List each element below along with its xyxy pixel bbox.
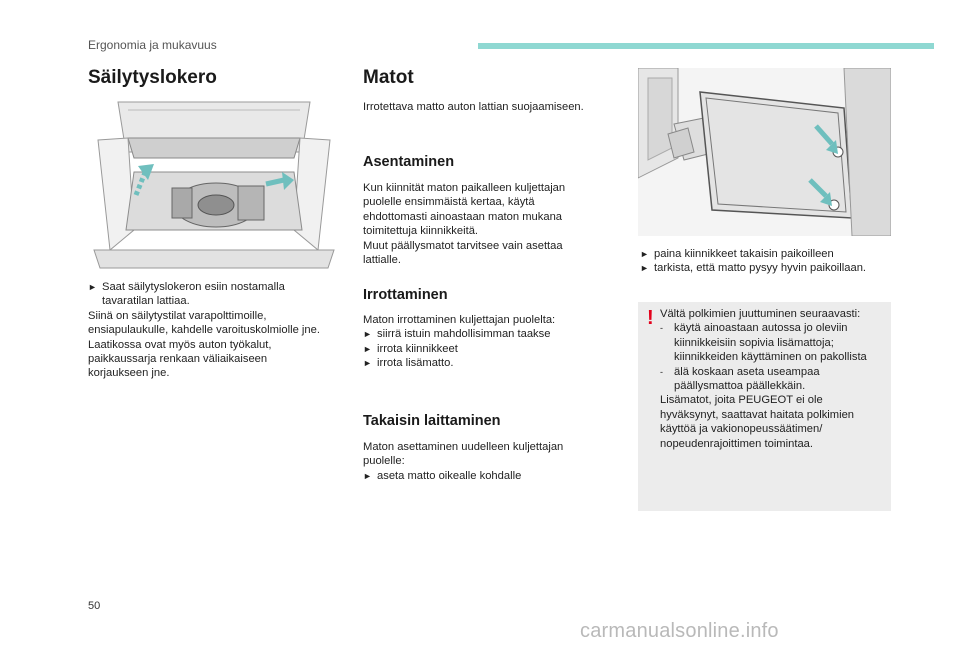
warning-item-text: päällysmattoa päällekkäin. <box>674 380 806 393</box>
storage-bullet-text: Saat säilytyslokeron esiin nostamalla <box>102 281 285 293</box>
bullet-arrow-icon: ► <box>88 282 97 292</box>
refit-line: puolelle: <box>363 455 405 468</box>
remove-bullet <box>363 356 555 370</box>
warning-item-text: älä koskaan aseta useampaa <box>674 365 820 378</box>
storage-body-line: paikkaussarja renkaan väliaikaiseen <box>88 353 268 366</box>
remove-intro: Maton irrottaminen kuljettajan puolelta: <box>363 314 556 326</box>
refit-text-block <box>363 440 563 483</box>
warning-tail: Lisämatot, joita PEUGEOT ei ole <box>660 394 823 407</box>
section-header: Ergonomia ja mukavuus <box>88 38 217 52</box>
mat-bullet-text: tarkista, että matto pysyy hyvin paikoillaan. <box>654 262 867 275</box>
storage-body-line: Siinä on säilytystilat varapolttimoille, <box>88 309 267 322</box>
warning-item <box>660 365 890 379</box>
storage-bullet <box>88 280 348 294</box>
warning-item-text: kiinnikkeiden käyttäminen on pakollista <box>674 351 867 364</box>
remove-bullet <box>363 327 555 341</box>
warning-tail: hyväksynyt, saattavat haitata polkimien <box>660 408 855 421</box>
install-text-block <box>363 181 565 267</box>
storage-text-block <box>88 280 348 381</box>
mat-bullet-text: paina kiinnikkeet takaisin paikoilleen <box>654 248 834 260</box>
refit-heading: Takaisin laittaminen <box>363 413 501 429</box>
dash-marker: - <box>660 366 663 377</box>
storage-body-line: korjaukseen jne. <box>88 367 170 380</box>
warning-exclamation-icon: ! <box>647 307 654 329</box>
warning-tail: nopeudenrajoittimen toimintaa. <box>660 437 813 450</box>
bullet-arrow-icon: ► <box>363 470 372 481</box>
warning-box <box>638 302 891 511</box>
warning-intro: Vältä polkimien juuttuminen seuraavasti: <box>660 308 861 320</box>
remove-bullet-text: irrota kiinnikkeet <box>377 342 458 355</box>
page-number: 50 <box>88 600 101 612</box>
mats-intro: Irrotettava matto auton lattian suojaamiseen. <box>363 101 584 113</box>
mat-bullet <box>640 261 866 275</box>
install-line: Muut päällysmatot tarvitsee vain asettaa <box>363 239 563 252</box>
refit-line: Maton asettaminen uudelleen kuljettajan <box>363 441 564 453</box>
warning-text <box>660 307 890 451</box>
install-line: toimitettuja kiinnikkeitä. <box>363 225 479 238</box>
floor-mat-illustration <box>638 68 891 236</box>
remove-bullet <box>363 342 555 356</box>
remove-bullet-text: irrota lisämatto. <box>377 357 454 370</box>
install-line: lattialle. <box>363 254 401 267</box>
trunk-storage-illustration <box>88 100 340 270</box>
bullet-arrow-icon: ► <box>640 249 649 259</box>
remove-bullet-text: siirrä istuin mahdollisimman taakse <box>377 328 551 341</box>
refit-bullet-text: aseta matto oikealle kohdalle <box>377 469 522 482</box>
storage-bullet-text-cont: tavaratilan lattiaa. <box>102 295 190 308</box>
remove-heading: Irrottaminen <box>363 287 448 303</box>
warning-item-text: kiinnikkeisiin sopivia lisämattoja; <box>674 336 834 349</box>
bullet-arrow-icon: ► <box>363 329 372 340</box>
storage-title: Säilytyslokero <box>88 67 217 88</box>
watermark: carmanualsonline.info <box>580 620 779 642</box>
remove-text-block <box>363 313 555 371</box>
warning-item <box>660 321 890 335</box>
bullet-arrow-icon: ► <box>363 358 372 369</box>
mat-bullets <box>640 247 866 276</box>
bullet-arrow-icon: ► <box>640 263 649 274</box>
storage-body-line: Laatikossa ovat myös auton työkalut, <box>88 338 272 351</box>
bullet-arrow-icon: ► <box>363 343 372 354</box>
install-line: Kun kiinnität maton paikalleen kuljettajan <box>363 182 566 194</box>
storage-body-line: ensiapulaukulle, kahdelle varoituskolmiolle jne. <box>88 324 320 337</box>
mat-bullet <box>640 247 866 261</box>
refit-bullet <box>363 469 563 483</box>
install-line: ehdottomasti ainoastaan maton mukana <box>363 210 563 223</box>
header-accent-bar <box>478 43 934 49</box>
warning-item-text: käytä ainoastaan autossa jo oleviin <box>674 322 848 335</box>
install-heading: Asentaminen <box>363 154 455 170</box>
mats-title: Matot <box>363 67 414 88</box>
dash-marker: - <box>660 323 663 334</box>
warning-tail: käyttöä ja vakionopeussäätimen/ <box>660 423 823 436</box>
install-line: puolelle ensimmäistä kertaa, käytä <box>363 196 535 209</box>
